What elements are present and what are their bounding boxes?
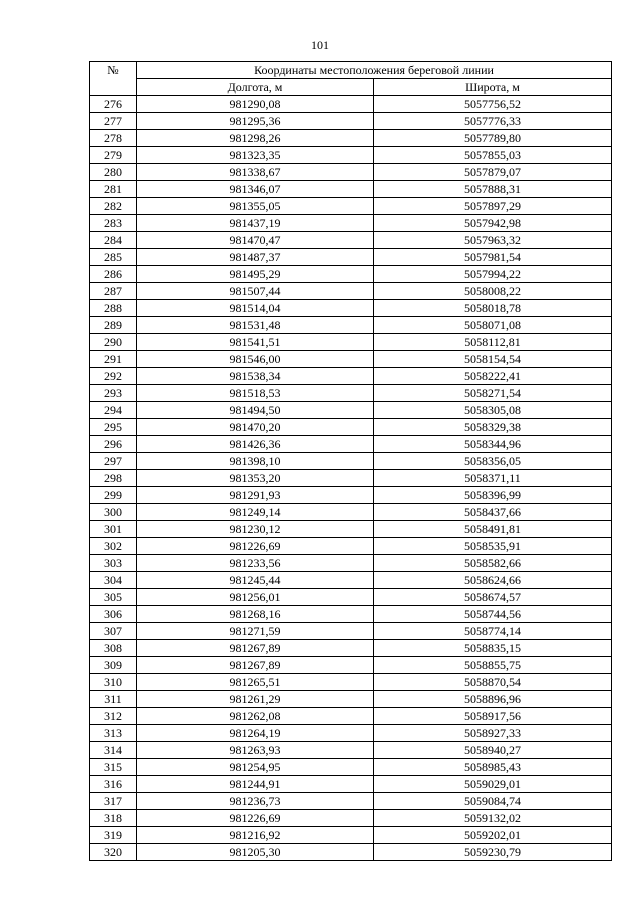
longitude-cell: 981256,01 — [137, 589, 374, 606]
longitude-cell: 981353,20 — [137, 470, 374, 487]
point-number-cell: 291 — [90, 351, 137, 368]
latitude-cell: 5058870,54 — [374, 674, 612, 691]
point-number-cell: 317 — [90, 793, 137, 810]
point-number-cell: 314 — [90, 742, 137, 759]
latitude-cell: 5059084,74 — [374, 793, 612, 810]
latitude-cell: 5058985,43 — [374, 759, 612, 776]
table-row — [90, 96, 612, 113]
longitude-cell: 981264,19 — [137, 725, 374, 742]
longitude-cell: 981233,56 — [137, 555, 374, 572]
latitude-cell: 5057789,80 — [374, 130, 612, 147]
point-number-cell: 288 — [90, 300, 137, 317]
table-row — [90, 334, 612, 351]
table-row — [90, 827, 612, 844]
longitude-cell: 981338,67 — [137, 164, 374, 181]
latitude-cell: 5058222,41 — [374, 368, 612, 385]
point-number-cell: 282 — [90, 198, 137, 215]
latitude-cell: 5058624,66 — [374, 572, 612, 589]
point-number-cell: 284 — [90, 232, 137, 249]
point-number-cell: 287 — [90, 283, 137, 300]
point-number-cell: 279 — [90, 147, 137, 164]
latitude-cell: 5058774,14 — [374, 623, 612, 640]
latitude-cell: 5057879,07 — [374, 164, 612, 181]
table-row — [90, 555, 612, 572]
table-row — [90, 130, 612, 147]
longitude-cell: 981263,93 — [137, 742, 374, 759]
table-row — [90, 759, 612, 776]
table-row — [90, 453, 612, 470]
latitude-cell: 5058855,75 — [374, 657, 612, 674]
point-number-cell: 312 — [90, 708, 137, 725]
coordinates-table — [89, 61, 612, 861]
point-number-cell: 316 — [90, 776, 137, 793]
point-number-cell: 319 — [90, 827, 137, 844]
point-number-cell: 296 — [90, 436, 137, 453]
table-header — [90, 62, 612, 96]
point-number-cell: 286 — [90, 266, 137, 283]
longitude-cell: 981470,47 — [137, 232, 374, 249]
point-number-cell: 309 — [90, 657, 137, 674]
latitude-cell: 5058008,22 — [374, 283, 612, 300]
table-row — [90, 793, 612, 810]
table-row — [90, 198, 612, 215]
point-number-cell: 311 — [90, 691, 137, 708]
point-number-cell: 320 — [90, 844, 137, 861]
point-number-cell: 313 — [90, 725, 137, 742]
table-row — [90, 640, 612, 657]
table-row — [90, 436, 612, 453]
latitude-cell: 5057994,22 — [374, 266, 612, 283]
point-number-cell: 299 — [90, 487, 137, 504]
latitude-cell: 5057942,98 — [374, 215, 612, 232]
point-number-cell: 293 — [90, 385, 137, 402]
longitude-cell: 981271,59 — [137, 623, 374, 640]
table-row — [90, 215, 612, 232]
point-number-cell: 281 — [90, 181, 137, 198]
table-row — [90, 844, 612, 861]
table-row — [90, 470, 612, 487]
longitude-cell: 981437,19 — [137, 215, 374, 232]
latitude-cell: 5057776,33 — [374, 113, 612, 130]
table-row — [90, 589, 612, 606]
latitude-cell: 5059230,79 — [374, 844, 612, 861]
longitude-cell: 981290,08 — [137, 96, 374, 113]
point-number-cell: 305 — [90, 589, 137, 606]
point-number-cell: 304 — [90, 572, 137, 589]
latitude-cell: 5058018,78 — [374, 300, 612, 317]
longitude-cell: 981236,73 — [137, 793, 374, 810]
latitude-cell: 5057897,29 — [374, 198, 612, 215]
latitude-cell: 5057888,31 — [374, 181, 612, 198]
table-row — [90, 402, 612, 419]
longitude-cell: 981298,26 — [137, 130, 374, 147]
latitude-cell: 5058835,15 — [374, 640, 612, 657]
table-row — [90, 113, 612, 130]
table-row — [90, 368, 612, 385]
latitude-cell: 5059132,02 — [374, 810, 612, 827]
longitude-cell: 981546,00 — [137, 351, 374, 368]
table-body — [90, 96, 612, 861]
longitude-cell: 981541,51 — [137, 334, 374, 351]
latitude-cell: 5058940,27 — [374, 742, 612, 759]
latitude-cell: 5058744,56 — [374, 606, 612, 623]
table-row — [90, 606, 612, 623]
longitude-cell: 981226,69 — [137, 538, 374, 555]
number-column-header: № — [90, 62, 137, 96]
latitude-cell: 5058674,57 — [374, 589, 612, 606]
point-number-cell: 292 — [90, 368, 137, 385]
latitude-cell: 5057756,52 — [374, 96, 612, 113]
longitude-cell: 981514,04 — [137, 300, 374, 317]
table-row — [90, 572, 612, 589]
longitude-cell: 981507,44 — [137, 283, 374, 300]
point-number-cell: 302 — [90, 538, 137, 555]
latitude-cell: 5057963,32 — [374, 232, 612, 249]
point-number-cell: 301 — [90, 521, 137, 538]
point-number-cell: 277 — [90, 113, 137, 130]
table-row — [90, 674, 612, 691]
latitude-cell: 5058071,08 — [374, 317, 612, 334]
longitude-cell: 981254,95 — [137, 759, 374, 776]
longitude-cell: 981487,37 — [137, 249, 374, 266]
table-row — [90, 487, 612, 504]
table-row — [90, 385, 612, 402]
table-row — [90, 164, 612, 181]
longitude-cell: 981346,07 — [137, 181, 374, 198]
latitude-cell: 5058305,08 — [374, 402, 612, 419]
longitude-cell: 981470,20 — [137, 419, 374, 436]
longitude-cell: 981230,12 — [137, 521, 374, 538]
latitude-cell: 5058491,81 — [374, 521, 612, 538]
table-row — [90, 504, 612, 521]
longitude-cell: 981249,14 — [137, 504, 374, 521]
longitude-column-header: Долгота, м — [137, 79, 374, 96]
longitude-cell: 981291,93 — [137, 487, 374, 504]
longitude-cell: 981268,16 — [137, 606, 374, 623]
latitude-cell: 5058371,11 — [374, 470, 612, 487]
longitude-cell: 981538,34 — [137, 368, 374, 385]
latitude-cell: 5058927,33 — [374, 725, 612, 742]
longitude-cell: 981323,35 — [137, 147, 374, 164]
table-row — [90, 232, 612, 249]
table-row — [90, 266, 612, 283]
longitude-cell: 981262,08 — [137, 708, 374, 725]
latitude-column-header: Широта, м — [374, 79, 612, 96]
table-row — [90, 623, 612, 640]
latitude-cell: 5058437,66 — [374, 504, 612, 521]
point-number-cell: 276 — [90, 96, 137, 113]
longitude-cell: 981205,30 — [137, 844, 374, 861]
table-row — [90, 691, 612, 708]
longitude-cell: 981295,36 — [137, 113, 374, 130]
point-number-cell: 306 — [90, 606, 137, 623]
latitude-cell: 5059029,01 — [374, 776, 612, 793]
table-row — [90, 419, 612, 436]
point-number-cell: 278 — [90, 130, 137, 147]
point-number-cell: 303 — [90, 555, 137, 572]
table-row — [90, 249, 612, 266]
point-number-cell: 297 — [90, 453, 137, 470]
point-number-cell: 290 — [90, 334, 137, 351]
longitude-cell: 981398,10 — [137, 453, 374, 470]
latitude-cell: 5058271,54 — [374, 385, 612, 402]
longitude-cell: 981261,29 — [137, 691, 374, 708]
longitude-cell: 981267,89 — [137, 657, 374, 674]
longitude-cell: 981226,69 — [137, 810, 374, 827]
table-row — [90, 538, 612, 555]
table-row — [90, 776, 612, 793]
latitude-cell: 5058112,81 — [374, 334, 612, 351]
longitude-cell: 981265,51 — [137, 674, 374, 691]
point-number-cell: 294 — [90, 402, 137, 419]
latitude-cell: 5058535,91 — [374, 538, 612, 555]
table-row — [90, 147, 612, 164]
point-number-cell: 298 — [90, 470, 137, 487]
latitude-cell: 5058396,99 — [374, 487, 612, 504]
longitude-cell: 981244,91 — [137, 776, 374, 793]
latitude-cell: 5058329,38 — [374, 419, 612, 436]
latitude-cell: 5057981,54 — [374, 249, 612, 266]
table-row — [90, 657, 612, 674]
longitude-cell: 981355,05 — [137, 198, 374, 215]
point-number-cell: 310 — [90, 674, 137, 691]
point-number-cell: 307 — [90, 623, 137, 640]
table-row — [90, 300, 612, 317]
longitude-cell: 981245,44 — [137, 572, 374, 589]
table-row — [90, 708, 612, 725]
point-number-cell: 318 — [90, 810, 137, 827]
longitude-cell: 981494,50 — [137, 402, 374, 419]
table-row — [90, 181, 612, 198]
point-number-cell: 300 — [90, 504, 137, 521]
longitude-cell: 981518,53 — [137, 385, 374, 402]
table-row — [90, 283, 612, 300]
coordinates-group-header: Координаты местоположения береговой линии — [137, 62, 612, 79]
longitude-cell: 981495,29 — [137, 266, 374, 283]
point-number-cell: 285 — [90, 249, 137, 266]
table-row — [90, 742, 612, 759]
longitude-cell: 981216,92 — [137, 827, 374, 844]
point-number-cell: 280 — [90, 164, 137, 181]
table-row — [90, 317, 612, 334]
table-row — [90, 521, 612, 538]
latitude-cell: 5058896,96 — [374, 691, 612, 708]
point-number-cell: 315 — [90, 759, 137, 776]
longitude-cell: 981267,89 — [137, 640, 374, 657]
page-number: 101 — [311, 38, 329, 52]
latitude-cell: 5057855,03 — [374, 147, 612, 164]
latitude-cell: 5058356,05 — [374, 453, 612, 470]
longitude-cell: 981531,48 — [137, 317, 374, 334]
longitude-cell: 981426,36 — [137, 436, 374, 453]
point-number-cell: 295 — [90, 419, 137, 436]
latitude-cell: 5058582,66 — [374, 555, 612, 572]
table-row — [90, 810, 612, 827]
latitude-cell: 5058917,56 — [374, 708, 612, 725]
latitude-cell: 5058154,54 — [374, 351, 612, 368]
table-row — [90, 351, 612, 368]
table-row — [90, 725, 612, 742]
point-number-cell: 289 — [90, 317, 137, 334]
point-number-cell: 308 — [90, 640, 137, 657]
latitude-cell: 5059202,01 — [374, 827, 612, 844]
point-number-cell: 283 — [90, 215, 137, 232]
latitude-cell: 5058344,96 — [374, 436, 612, 453]
